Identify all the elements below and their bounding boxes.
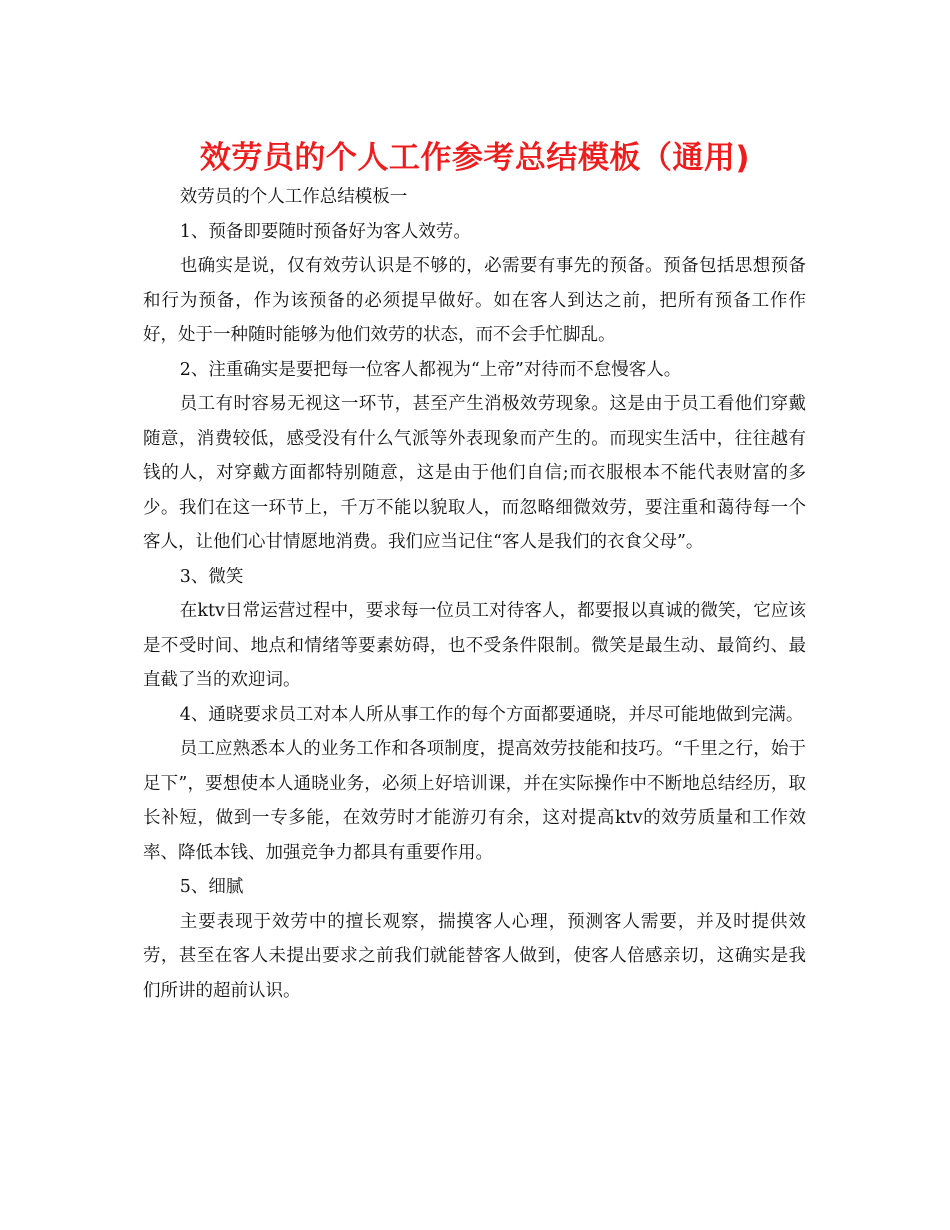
- section-heading: 效劳员的个人工作总结模板一: [179, 187, 408, 207]
- item-heading-3: 3、微笑: [179, 566, 244, 587]
- item-body-3: 在ktv日常运营过程中，要求每一位员工对待客人，都要报以真诚的微笑，它应该是不受时间、地点和情绪等要素妨碍，也不受条件限制。微笑是最生动、最简约、最直截了当的欢迎词。: [143, 601, 806, 690]
- item-body-4: 员工应熟悉本人的业务工作和各项制度，提高效劳技能和技巧。“千里之行，始于足下”，要想使本人通晓业务，必须上好培训课，并在实际操作中不断地总结经历，取长补短，做到一专多能，在效劳时才能游刃有余，这对提高ktv的效劳质量和工作效率、降低本钱、加强竞争力都具有重要作用。: [143, 739, 806, 863]
- item-body-2: 员工有时容易无视这一环节，甚至产生消极效劳现象。这是由于员工看他们穿戴随意，消费较低，感受没有什么气派等外表现象而产生的。而现实生活中，往往越有钱的人，对穿戴方面都特别随意，这是由于他们自信;而衣服根本不能代表财富的多少。我们在这一环节上，千万不能以貌取人，而忽略细微效劳，要注重和蔼待每一个客人，让他们心甘情愿地消费。我们应当记住“客人是我们的衣食父母”。: [143, 394, 806, 552]
- item-body-1: 也确实是说，仅有效劳认识是不够的，必需要有事先的预备。预备包括思想预备和行为预备，作为该预备的必须提早做好。如在客人到达之前，把所有预备工作作好，处于一种随时能够为他们效劳的状态，而不会手忙脚乱。: [143, 256, 806, 345]
- item-body-5: 主要表现于效劳中的擅长观察，揣摸客人心理，预测客人需要，并及时提供效劳，甚至在客人未提出要求之前我们就能替客人做到，使客人倍感亲切，这确实是我们所讲的超前认识。: [143, 911, 806, 1001]
- item-heading-5: 5、细腻: [179, 877, 244, 897]
- document-body: [143, 180, 806, 1008]
- item-heading-4: 4、通晓要求员工对本人所从事工作的每个方面都要通晓，并尽可能地做到完满。: [179, 704, 804, 725]
- item-heading-2: 2、注重确实是要把每一位客人都视为“上帝”对待而不怠慢客人。: [179, 359, 682, 380]
- item-heading-1: 1、预备即要随时预备好为客人效劳。: [179, 221, 471, 242]
- document-title: 效劳员的个人工作参考总结模板（通用): [199, 140, 751, 176]
